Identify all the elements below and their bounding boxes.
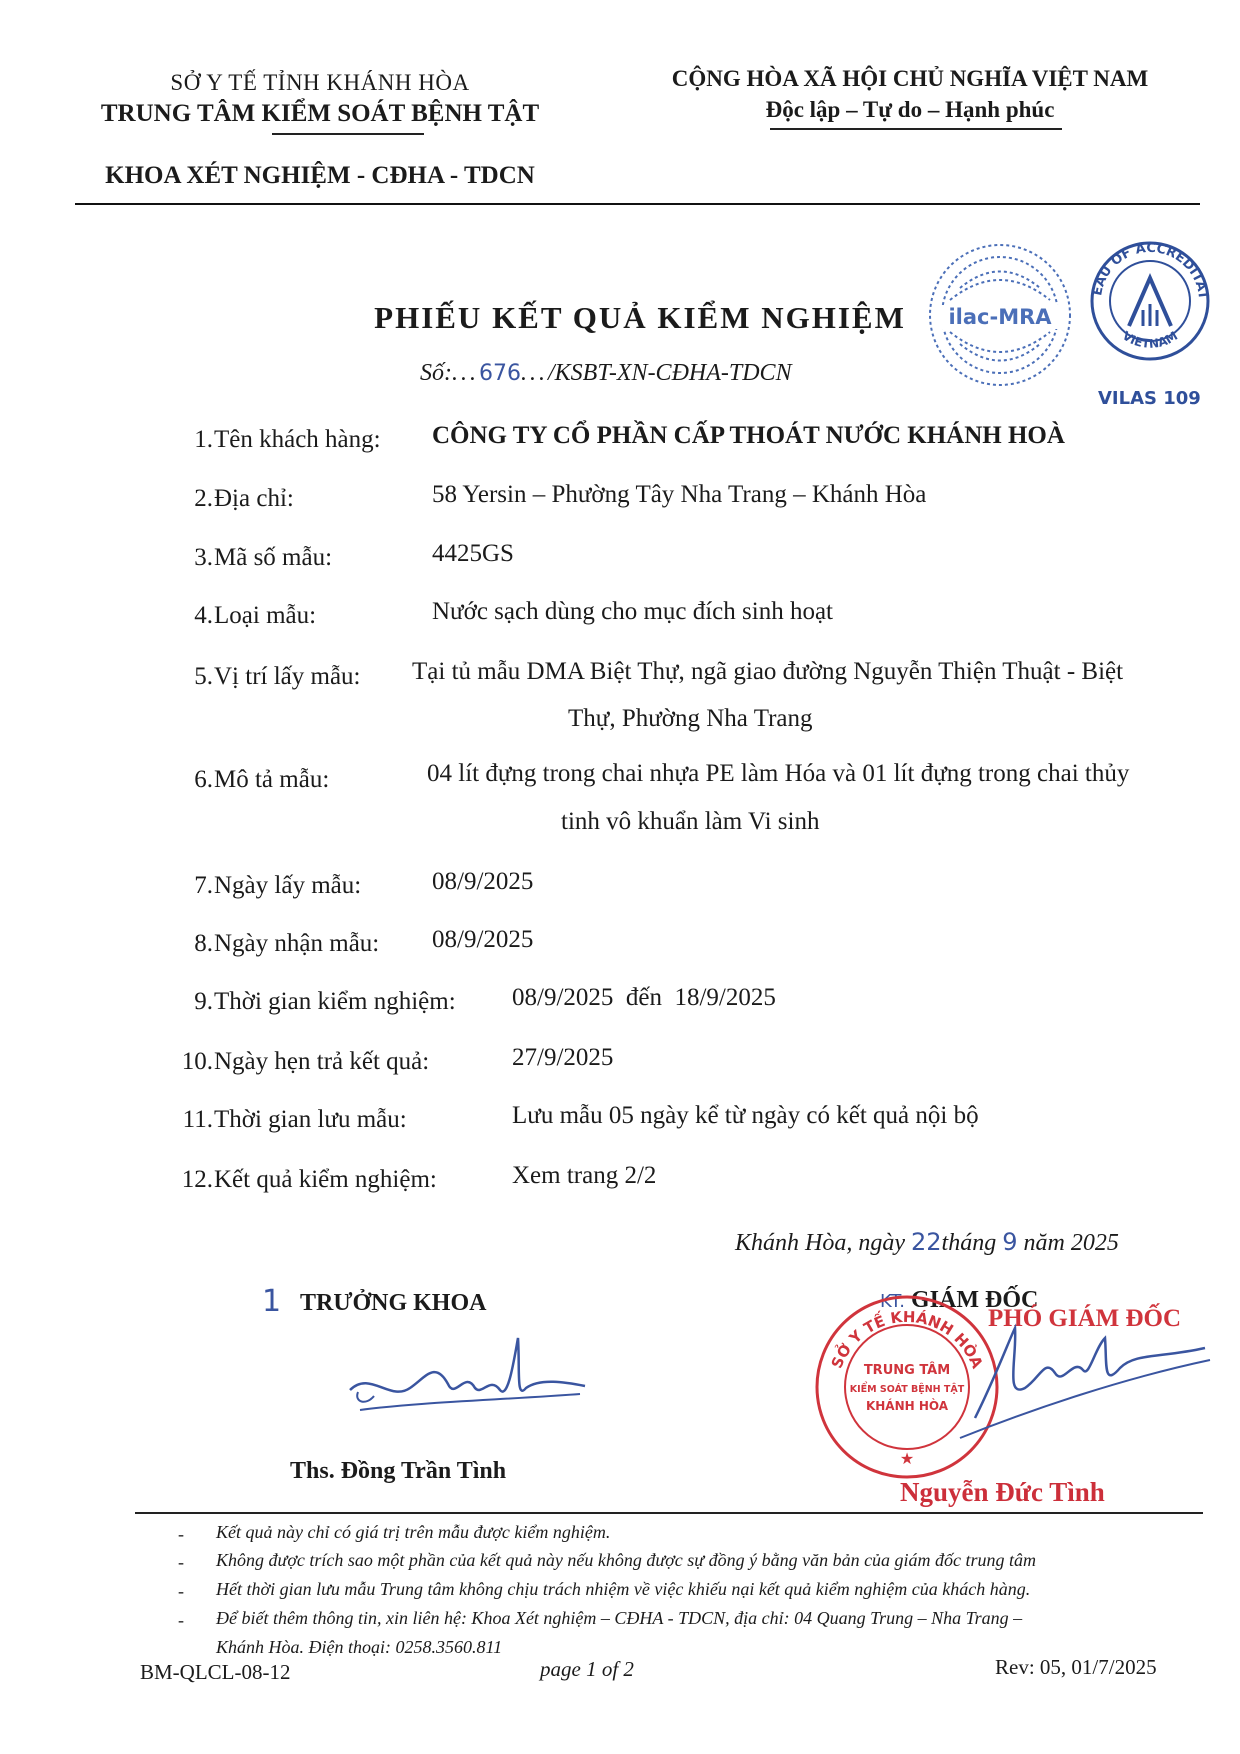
stamp-line-1: TRUNG TÂM <box>863 1363 951 1378</box>
note-3: Hết thời gian lưu mẫu Trung tâm không chịu trách nhiệm về việc khiếu nại kết quả kiểm nghiệm của khách hàng. <box>216 1579 1031 1599</box>
field-1-number: 1. <box>194 426 213 453</box>
country-name: CỘNG HÒA XÃ HỘI CHỦ NGHĨA VIỆT NAM <box>671 66 1149 91</box>
field-8-value: 08/9/2025 <box>432 926 534 953</box>
field-1-value: CÔNG TY CỔ PHẦN CẤP THOÁT NƯỚC KHÁNH HOÀ <box>432 422 1065 449</box>
note-bullet: - <box>178 1524 184 1544</box>
field-10-number: 10. <box>181 1048 213 1075</box>
field-10-value: 27/9/2025 <box>512 1044 614 1071</box>
field-5-value: Tại tủ mẫu DMA Biệt Thự, ngã giao đường Nguyễn Thiện Thuật - Biệt <box>412 658 1124 685</box>
right-signer-name: Nguyễn Đức Tình <box>900 1477 1105 1507</box>
document-title: PHIẾU KẾT QUẢ KIỂM NGHIỆM <box>374 300 906 335</box>
note-bullet: - <box>178 1610 184 1630</box>
place-date-line <box>735 1228 1119 1257</box>
left-signer-name: Ths. Đồng Trần Tình <box>290 1458 507 1484</box>
date-year: năm 2025 <box>1023 1230 1119 1256</box>
document-number-prefix: Số: <box>420 360 452 386</box>
field-2-label: Địa chỉ: <box>214 485 294 512</box>
field-3-label: Mã số mẫu: <box>214 544 333 571</box>
field-11-value: Lưu mẫu 05 ngày kể từ ngày có kết quả nội bộ <box>512 1102 979 1129</box>
field-10-label: Ngày hẹn trả kết quả: <box>214 1048 430 1075</box>
note-4-cont: Khánh Hòa. Điện thoại: 0258.3560.811 <box>216 1637 503 1657</box>
field-4-value: Nước sạch dùng cho mục đích sinh hoạt <box>432 598 833 625</box>
field-11-label: Thời gian lưu mẫu: <box>214 1106 407 1133</box>
revision-info: Rev: 05, 01/7/2025 <box>995 1655 1157 1679</box>
date-day-handwritten: 22 <box>911 1228 942 1256</box>
form-code: BM-QLCL-08-12 <box>140 1660 291 1684</box>
right-signature <box>955 1318 1215 1448</box>
boa-logo <box>1079 225 1215 366</box>
boa-bottom-text: VIETNAM <box>1119 328 1181 351</box>
left-signer-title: TRƯỞNG KHOA <box>300 1290 487 1316</box>
center-name-underline <box>272 133 424 135</box>
note-1: Kết quả này chỉ có giá trị trên mẫu được kiểm nghiệm. <box>216 1522 611 1542</box>
left-sign-mark: 1 <box>262 1284 282 1319</box>
field-5-number: 5. <box>194 663 213 690</box>
document-number-suffix: /KSBT-XN-CĐHA-TDCN <box>548 360 792 386</box>
date-month-handwritten: 9 <box>1002 1228 1018 1256</box>
stamp-star-icon: ★ <box>899 1449 915 1468</box>
field-9-number: 9. <box>194 988 213 1015</box>
lab-name: KHOA XÉT NGHIỆM - CĐHA - TDCN <box>105 162 535 189</box>
date-prefix: Khánh Hòa, ngày <box>735 1230 905 1256</box>
left-signature <box>340 1330 590 1430</box>
field-7-label: Ngày lấy mẫu: <box>214 872 362 899</box>
boa-top-text: BUREAU OF ACCREDITATION <box>1079 225 1211 301</box>
stamp-line-3: KHÁNH HÒA <box>865 1399 949 1413</box>
document-number-handwritten: 676 <box>479 361 521 386</box>
field-1-label: Tên khách hàng: <box>214 426 381 453</box>
field-11-number: 11. <box>182 1106 213 1133</box>
ilac-text: ilac-MRA <box>948 305 1052 329</box>
field-3-number: 3. <box>194 544 213 571</box>
field-8-number: 8. <box>194 930 213 957</box>
field-12-label: Kết quả kiểm nghiệm: <box>214 1166 437 1193</box>
note-bullet: - <box>178 1552 184 1572</box>
svg-text:VIETNAM <box>1120 329 1180 351</box>
field-7-value: 08/9/2025 <box>432 868 534 895</box>
field-4-number: 4. <box>194 602 213 629</box>
header-divider <box>75 203 1200 205</box>
field-5-value-cont: Thự, Phường Nha Trang <box>568 705 813 732</box>
page-number: page 1 of 2 <box>540 1657 634 1681</box>
department-name: SỞ Y TẾ TỈNH KHÁNH HÒA <box>170 70 470 95</box>
vilas-number: VILAS 109 <box>1098 388 1201 409</box>
stamp-line-2: KIỂM SOÁT BỆNH TẬT <box>849 1384 965 1395</box>
note-bullet: - <box>178 1581 184 1601</box>
field-8-label: Ngày nhận mẫu: <box>214 930 380 957</box>
country-motto: Độc lập – Tự do – Hạnh phúc <box>765 97 1055 122</box>
motto-underline <box>770 128 1062 130</box>
footer-divider <box>135 1512 1203 1514</box>
field-9-value: 08/9/2025 đến 18/9/2025 <box>512 984 776 1011</box>
field-12-value: Xem trang 2/2 <box>512 1162 657 1189</box>
field-9-label: Thời gian kiểm nghiệm: <box>214 988 456 1015</box>
field-2-value: 58 Yersin – Phường Tây Nha Trang – Khánh Hòa <box>432 481 927 508</box>
field-6-value-cont: tinh vô khuẩn làm Vi sinh <box>561 808 820 835</box>
right-signer-subtitle: PHÓ GIÁM ĐỐC <box>988 1305 1182 1332</box>
note-4: Để biết thêm thông tin, xin liên hệ: Khoa Xét nghiệm – CĐHA - TDCN, địa chỉ: 04 Quang Trung – Nha Trang – <box>216 1608 1023 1628</box>
date-month-word: tháng <box>941 1230 997 1256</box>
field-2-number: 2. <box>194 485 213 512</box>
stamp-ring-text: SỞ Y TẾ KHÁNH HÒA <box>827 1307 987 1371</box>
field-5-label: Vị trí lấy mẫu: <box>214 663 361 690</box>
center-name: TRUNG TÂM KIỂM SOÁT BỆNH TẬT <box>100 100 540 127</box>
field-3-value: 4425GS <box>432 540 514 567</box>
document-number: Số:...676.../KSBT-XN-CĐHA-TDCN <box>420 360 792 386</box>
field-4-label: Loại mẫu: <box>214 602 317 629</box>
field-6-value: 04 lít đựng trong chai nhựa PE làm Hóa và 01 lít đựng trong chai thủy <box>427 760 1130 787</box>
field-6-label: Mô tả mẫu: <box>214 766 330 793</box>
field-6-number: 6. <box>194 766 213 793</box>
right-signer-title-text: GIÁM ĐỐC <box>911 1287 1039 1313</box>
note-2: Không được trích sao một phần của kết quả này nếu không được sự đồng ý bằng văn bản của giám đốc trung tâm <box>216 1550 1037 1570</box>
field-12-number: 12. <box>181 1166 213 1193</box>
right-sign-mark: KT. <box>880 1291 905 1312</box>
field-7-number: 7. <box>194 872 213 899</box>
